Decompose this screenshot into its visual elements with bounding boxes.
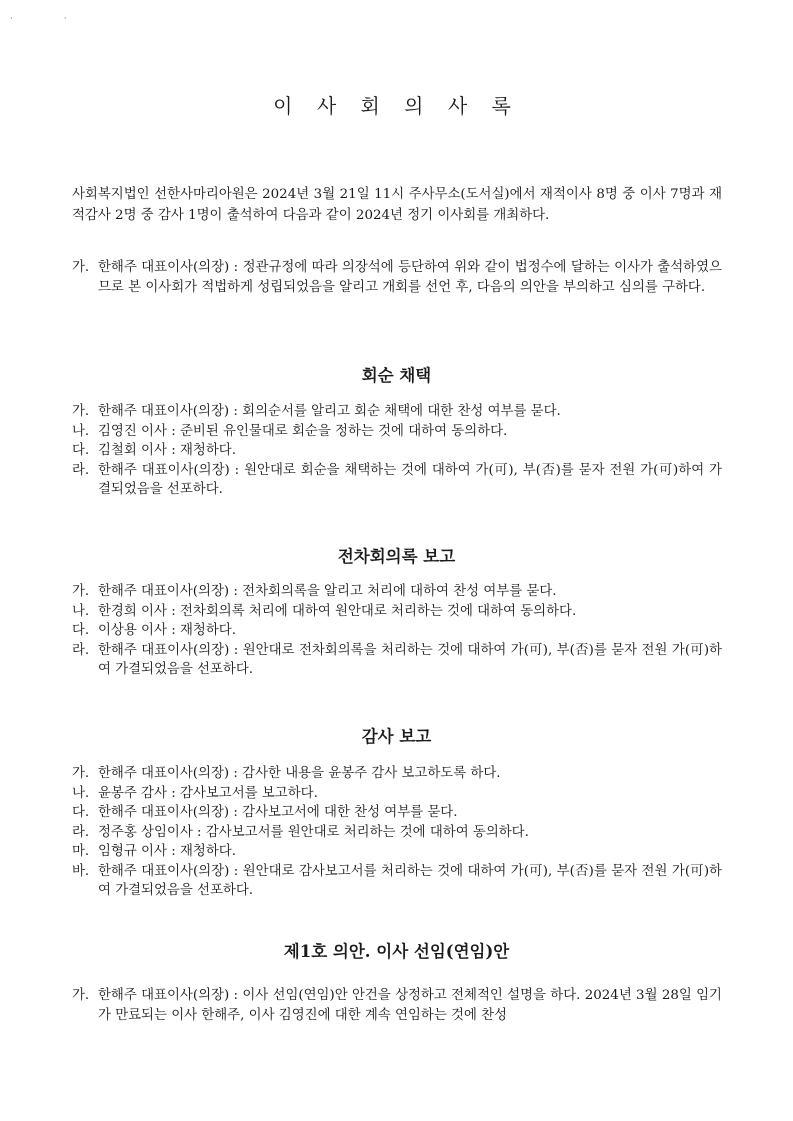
item-text: 윤봉주 감사 : 감사보고서를 보고하다. [98,785,318,801]
item-mark: 나. [72,603,90,619]
document-title: 이 사 회 의 사 록 [273,94,520,118]
item-mark: 다. [72,805,90,820]
item-mark: 다. [72,623,90,638]
item-mark: 가. [72,260,90,275]
list-item [72,422,722,442]
section-minutes-items [72,582,722,680]
item-mark: 라. [72,642,90,658]
item-mark: 가. [72,584,90,599]
item-text: 김철회 이사 : 재청하다. [98,443,236,458]
item-mark: 마. [72,844,90,859]
item-mark: 다. [72,443,90,458]
list-item [72,641,722,680]
item-text: 한해주 대표이사(의장) : 이사 선임(연임)안 안건을 상정하고 전체적인 설명을 하다. 2024년 3월 28일 임기가 만료되는 이사 한해주, 이사 김영진에 대한 계속 연임하는 것에 찬성 [98,988,722,1023]
list-item [72,621,722,641]
scan-dots: · · [10,14,91,24]
item-text: 한경희 이사 : 전차회의록 처리에 대하여 원안대로 처리하는 것에 대하여 동의하다. [98,603,577,619]
item-text: 한해주 대표이사(의장) : 원안대로 회순을 채택하는 것에 대하여 가(可), 부(否)를 묻자 전원 가(可)하여 가결되었음을 선포하다. [98,462,722,497]
item-text: 한해주 대표이사(의장) : 전차회의록을 알리고 처리에 대하여 찬성 여부를 묻다. [98,584,557,599]
list-item [72,402,722,422]
item-mark: 가. [72,766,90,781]
item-text: 한해주 대표이사(의장) : 회의순서를 알리고 회순 채택에 대한 찬성 여부를 묻다. [98,404,561,419]
list-item [72,441,722,461]
section-heading-agenda: 회순 채택 [361,366,432,385]
list-item [72,862,722,901]
section-audit-items [72,764,722,901]
item-text: 한해주 대표이사(의장) : 감사보고서에 대한 찬성 여부를 묻다. [98,805,458,820]
section-heading-minutes: 전차회의록 보고 [337,547,456,566]
list-item [72,803,722,823]
item-mark: 가. [72,988,90,1003]
section-agenda-items [72,402,722,500]
item-mark: 나. [72,423,90,439]
list-item [72,764,722,784]
list-item [72,784,722,804]
list-item [72,461,722,500]
list-item [72,986,722,1025]
item-text: 김영진 이사 : 준비된 유인물대로 회순을 정하는 것에 대하여 동의하다. [98,423,508,439]
item-mark: 나. [72,785,90,801]
opening-item [72,258,722,297]
list-item [72,602,722,622]
section-heading-audit: 감사 보고 [361,727,432,746]
section-heading-motion-1: 제1호 의안. 이사 선임(연임)안 [283,942,510,961]
intro-paragraph: 사회복지법인 선한사마리아원은 2024년 3월 21일 11시 주사무소(도서실)에서 재적이사 8명 중 이사 7명과 재적감사 2명 중 감사 1명이 출석하여 다음과 같이 2024년 정기 이사회를 개최하다. [72,187,722,223]
item-text: 한해주 대표이사(의장) : 원안대로 전차회의록을 처리하는 것에 대하여 가(可), 부(否)를 묻자 전원 가(可)하여 가결되었음을 선포하다. [98,642,722,677]
item-mark: 라. [72,824,90,840]
opening-block [72,258,722,297]
item-text: 임형규 이사 : 재청하다. [98,844,236,859]
item-text: 한해주 대표이사(의장) : 원안대로 감사보고서를 처리하는 것에 대하여 가(可), 부(否)를 묻자 전원 가(可)하여 가결되었음을 선포하다. [98,863,722,898]
item-text: 한해주 대표이사(의장) : 정관규정에 따라 의장석에 등단하여 위와 같이 법정수에 달하는 이사가 출석하였으므로 본 이사회가 적법하게 성립되었음을 알리고 개회를 선언 후, 다음의 의안을 부의하고 심의를 구하다. [98,260,722,295]
item-mark: 바. [72,863,90,879]
list-item [72,823,722,843]
item-mark: 가. [72,404,90,419]
list-item [72,582,722,602]
item-text: 이상용 이사 : 재청하다. [98,623,236,638]
item-mark: 라. [72,462,90,478]
list-item [72,842,722,862]
item-text: 한해주 대표이사(의장) : 감사한 내용을 윤봉주 감사 보고하도록 하다. [98,766,501,781]
item-text: 정주홍 상임이사 : 감사보고서를 원안대로 처리하는 것에 대하여 동의하다. [98,824,529,840]
section-motion-1-items [72,986,722,1025]
